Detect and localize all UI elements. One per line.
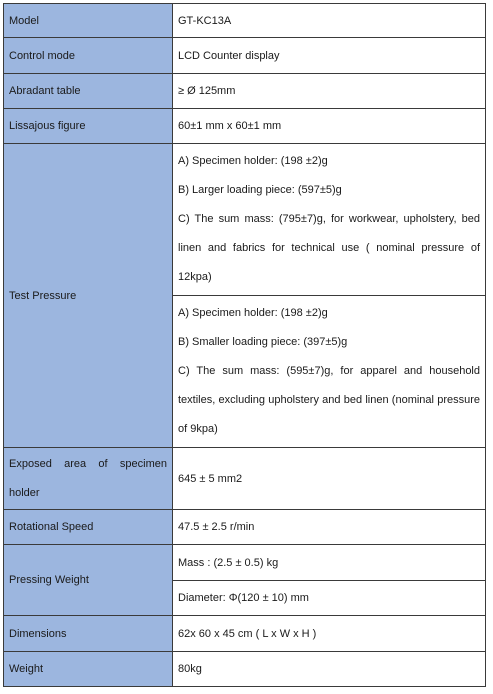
spec-table <box>3 3 486 687</box>
row-value: 47.5 ± 2.5 r/min <box>173 510 486 545</box>
table-row <box>4 38 486 74</box>
row-label: Test Pressure <box>4 144 173 448</box>
row-label: Weight <box>4 652 173 687</box>
row-label: Lissajous figure <box>4 109 173 144</box>
table-row <box>4 616 486 652</box>
row-value: GT-KC13A <box>173 4 486 38</box>
test-pressure-group-2 <box>173 296 486 448</box>
pressure-line: C) The sum mass: (795±7)g, for workwear, upholstery, bed linen and fabrics for technical use ( nominal pressure of 12kpa) <box>178 213 480 283</box>
row-label: Control mode <box>4 38 173 74</box>
pressure-line: C) The sum mass: (595±7)g, for apparel and household textiles, excluding upholstery and bed linen (nominal pressure of 9kpa) <box>178 365 480 435</box>
table-row <box>4 545 486 581</box>
row-label: Pressing Weight <box>4 545 173 616</box>
row-label: Dimensions <box>4 616 173 652</box>
row-value: 62x 60 x 45 cm ( L x W x H ) <box>173 616 486 652</box>
table-row <box>4 448 486 510</box>
row-value: 60±1 mm x 60±1 mm <box>173 109 486 144</box>
row-value: Diameter: Φ(120 ± 10) mm <box>173 581 486 616</box>
pressure-line: B) Smaller loading piece: (397±5)g <box>178 336 348 348</box>
pressure-line: B) Larger loading piece: (597±5)g <box>178 184 342 196</box>
row-label: Rotational Speed <box>4 510 173 545</box>
row-value: 80kg <box>173 652 486 687</box>
row-label: Abradant table <box>4 74 173 109</box>
pressure-line: A) Specimen holder: (198 ±2)g <box>178 155 328 167</box>
table-row <box>4 74 486 109</box>
row-value: ≥ Ø 125mm <box>173 74 486 109</box>
table-row <box>4 144 486 296</box>
pressure-line: A) Specimen holder: (198 ±2)g <box>178 307 328 319</box>
table-row <box>4 4 486 38</box>
row-value: 645 ± 5 mm2 <box>173 448 486 510</box>
row-value: Mass : (2.5 ± 0.5) kg <box>173 545 486 581</box>
row-label <box>4 448 173 510</box>
row-value: LCD Counter display <box>173 38 486 74</box>
row-label: Model <box>4 4 173 38</box>
table-row <box>4 510 486 545</box>
table-row <box>4 109 486 144</box>
table-row <box>4 652 486 687</box>
row-label-text: Exposed area of specimen holder <box>9 457 167 499</box>
test-pressure-group-1 <box>173 144 486 296</box>
